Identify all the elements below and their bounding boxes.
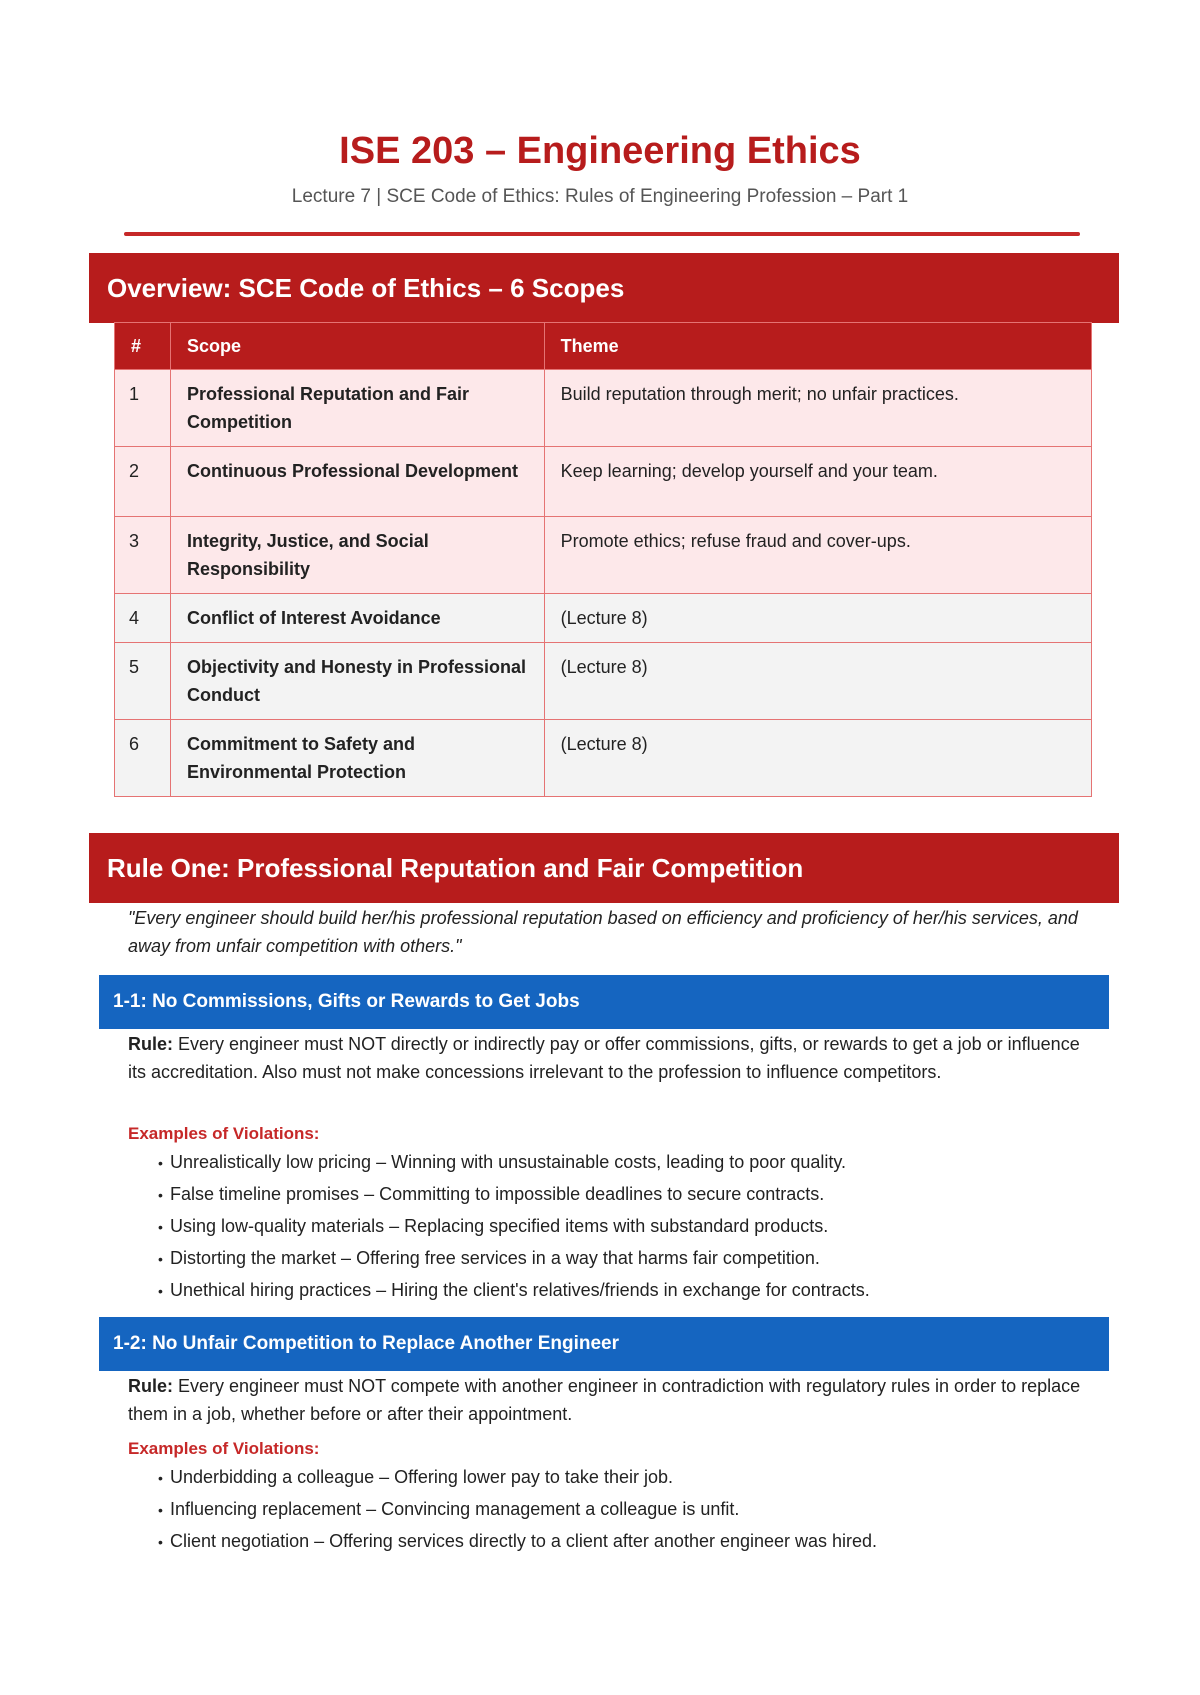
list-item: • Distorting the market – Offering free services in a way that harms fair competition. xyxy=(158,1242,870,1274)
bullet-icon: • xyxy=(158,1219,163,1235)
overview-heading: Overview: SCE Code of Ethics – 6 Scopes xyxy=(89,253,1119,323)
rule-label: Rule: xyxy=(128,1376,173,1396)
list-item: • Client negotiation – Offering services directly to a client after another engineer was hired. xyxy=(158,1525,877,1557)
scope-theme: (Lecture 8) xyxy=(544,720,1091,797)
table-row xyxy=(115,594,1092,643)
list-item: • Unethical hiring practices – Hiring the client's relatives/friends in exchange for contracts. xyxy=(158,1274,870,1306)
list-item: • Using low-quality materials – Replacing specified items with substandard products. xyxy=(158,1210,870,1242)
page-title: ISE 203 – Engineering Ethics xyxy=(339,130,861,172)
bullet-icon: • xyxy=(158,1187,163,1203)
scopes-table xyxy=(114,322,1092,797)
list-item: • Unrealistically low pricing – Winning with unsustainable costs, leading to poor quality. xyxy=(158,1146,870,1178)
bullet-icon: • xyxy=(158,1534,163,1550)
rule-one-quote: "Every engineer should build her/his professional reputation based on efficiency and proficiency of her/his services, and away from unfair competition with others." xyxy=(128,908,1078,956)
scope-number: 1 xyxy=(115,370,171,447)
rule-one-heading: Rule One: Professional Reputation and Fair Competition xyxy=(89,833,1119,903)
scope-number: 6 xyxy=(115,720,171,797)
scope-theme: (Lecture 8) xyxy=(544,643,1091,720)
table-row xyxy=(115,447,1092,517)
subrule-1-2-examples-list xyxy=(158,1461,877,1557)
bullet-icon: • xyxy=(158,1283,163,1299)
column-header-number: # xyxy=(115,323,171,370)
scope-number: 3 xyxy=(115,517,171,594)
subrule-1-1-heading: 1-1: No Commissions, Gifts or Rewards to Get Jobs xyxy=(99,975,1109,1029)
rule-text: Every engineer must NOT directly or indirectly pay or offer commissions, gifts, or rewards to get a job or influence its accreditation. Also must not make concessions irrelevant to the profession to influence competitors. xyxy=(128,1034,1080,1082)
table-header-row xyxy=(115,323,1092,370)
scope-name: Continuous Professional Development xyxy=(170,447,544,517)
scope-name: Professional Reputation and Fair Competition xyxy=(170,370,544,447)
table-row xyxy=(115,720,1092,797)
subrule-1-2-heading: 1-2: No Unfair Competition to Replace Another Engineer xyxy=(99,1317,1109,1371)
column-header-scope: Scope xyxy=(170,323,544,370)
list-item: • Influencing replacement – Convincing management a colleague is unfit. xyxy=(158,1493,877,1525)
scope-number: 4 xyxy=(115,594,171,643)
scope-name: Objectivity and Honesty in Professional Conduct xyxy=(170,643,544,720)
scope-theme: (Lecture 8) xyxy=(544,594,1091,643)
subrule-1-1-examples-list xyxy=(158,1146,870,1306)
rule-label: Rule: xyxy=(128,1034,173,1054)
bullet-icon: • xyxy=(158,1470,163,1486)
scope-name: Integrity, Justice, and Social Responsibility xyxy=(170,517,544,594)
scope-theme: Keep learning; develop yourself and your team. xyxy=(544,447,1091,517)
scope-theme: Build reputation through merit; no unfair practices. xyxy=(544,370,1091,447)
subrule-1-2-rule xyxy=(128,1372,1083,1428)
bullet-icon: • xyxy=(158,1502,163,1518)
subrule-1-1-examples-heading: Examples of Violations: xyxy=(128,1124,320,1143)
page-subtitle: Lecture 7 | SCE Code of Ethics: Rules of Engineering Profession – Part 1 xyxy=(291,186,909,207)
subrule-1-1-rule xyxy=(128,1030,1083,1086)
scope-name: Conflict of Interest Avoidance xyxy=(170,594,544,643)
table-row xyxy=(115,370,1092,447)
subrule-1-2-examples-heading: Examples of Violations: xyxy=(128,1439,320,1458)
scope-theme: Promote ethics; refuse fraud and cover-ups. xyxy=(544,517,1091,594)
list-item: • Underbidding a colleague – Offering lower pay to take their job. xyxy=(158,1461,877,1493)
bullet-icon: • xyxy=(158,1155,163,1171)
rule-text: Every engineer must NOT compete with another engineer in contradiction with regulatory rules in order to replace them in a job, whether before or after their appointment. xyxy=(128,1376,1081,1424)
table-row xyxy=(115,643,1092,720)
bullet-icon: • xyxy=(158,1251,163,1267)
scope-name: Commitment to Safety and Environmental Protection xyxy=(170,720,544,797)
column-header-theme: Theme xyxy=(544,323,1091,370)
table-row xyxy=(115,517,1092,594)
scope-number: 5 xyxy=(115,643,171,720)
title-divider xyxy=(124,232,1080,236)
list-item: • False timeline promises – Committing to impossible deadlines to secure contracts. xyxy=(158,1178,870,1210)
scope-number: 2 xyxy=(115,447,171,517)
